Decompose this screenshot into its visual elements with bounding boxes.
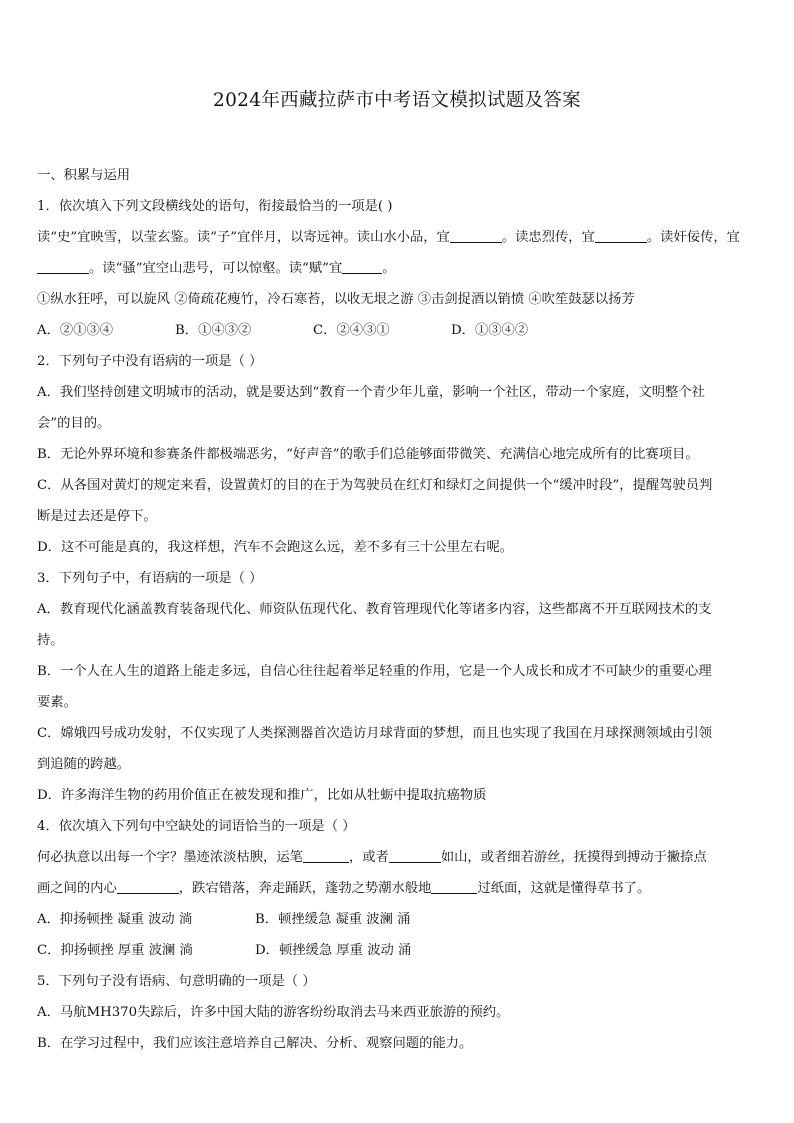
fill-blank (37, 259, 89, 274)
option-b: B．①④③② (175, 323, 252, 338)
question-1-passage-line-2 (37, 253, 775, 284)
fill-blank (595, 228, 647, 243)
fill-blank (450, 228, 502, 243)
option-a-line-1: A．教育现代化涵盖教育装备现代化、师资队伍现代化、教育管理现代化等诸多内容，这些都离不开互联网技术的支 (37, 602, 712, 617)
question-1-stem: 1．依次填入下列文段横线处的语句，衔接最恰当的一项是( ) (37, 199, 393, 214)
option-b-line-2: 要素。 (37, 695, 77, 710)
option-d: D．①③④② (451, 323, 529, 338)
option-c-line-1: C．从各国对黄灯的规定来看，设置黄灯的目的在于为驾驶员在红灯和绿灯之间提供一个“缓冲时段”，提醒驾驶员判 (37, 478, 713, 493)
question-4-options-row-2 (37, 935, 775, 966)
question-3-stem: 3．下列句子中，有语病的一项是（ ） (37, 571, 263, 586)
option-c-line-2: 到追随的跨越。 (37, 757, 131, 772)
option-a: A．马航MH370失踪后，许多中国大陆的游客纷纷取消去马来西亚旅游的预约。 (37, 1005, 510, 1020)
option-a-line-2: 持。 (37, 633, 64, 648)
option-c-line-1: C．嫦娥四号成功发射，不仅实现了人类探测器首次造访月球背面的梦想，而且也实现了我国在月球探测领域由引领 (37, 726, 713, 741)
option-a: A．抑扬顿挫 凝重 波动 淌 (37, 912, 193, 927)
passage-text: 。读“骚”宜空山悲号，可以惊壑。读“赋”宜 (89, 261, 343, 276)
passage-text: 画之间的内心 (37, 881, 117, 896)
option-c-line-2: 断是过去还是停下。 (37, 509, 157, 524)
option-c: C．②④③① (313, 323, 390, 338)
passage-text: 读“史”宜映雪，以莹玄鉴。读“子”宜伴月，以寄远神。读山水小品，宜 (37, 230, 450, 245)
question-1-passage-line-1 (37, 222, 775, 253)
option-d: D．许多海洋生物的药用价值正在被发现和推广，比如从牡蛎中提取抗癌物质 (37, 788, 487, 803)
question-4-options-row-1 (37, 904, 775, 935)
question-4-passage-line-2 (37, 873, 775, 904)
question-1-options (37, 315, 775, 346)
fill-blank (117, 879, 179, 894)
passage-text: 如山，或者细若游丝，抚摸得到搏动于撇捺点 (440, 850, 707, 865)
passage-text: 。读忠烈传，宜 (501, 230, 595, 245)
option-c: C．抑扬顿挫 厚重 波澜 淌 (37, 943, 193, 958)
fill-blank (389, 848, 441, 863)
fill-blank (342, 259, 382, 274)
page-title: 2024年西藏拉萨市中考语文模拟试题及答案 (213, 90, 581, 111)
option-b: B．在学习过程中，我们应该注意培养自己解决、分析、观察问题的能力。 (37, 1036, 473, 1051)
question-2-stem: 2．下列句子中没有语病的一项是（ ） (37, 354, 263, 369)
option-b: B．顿挫缓急 凝重 波澜 涌 (255, 912, 411, 927)
fill-blank (303, 848, 349, 863)
passage-text: ，跌宕错落，奔走踊跃，蓬勃之势潮水般地 (178, 881, 432, 896)
option-d: D．这不可能是真的，我这样想，汽车不会跑这么远，差不多有三十公里左右呢。 (37, 540, 514, 555)
fill-blank (431, 879, 477, 894)
option-a-line-1: A．我们坚持创建文明城市的活动，就是要达到“教育一个青少年儿童，影响一个社区，带动一个家庭，文明整个社 (37, 385, 705, 400)
question-4-stem: 4．依次填入下列句中空缺处的词语恰当的一项是（ ） (37, 819, 356, 834)
passage-text: 何必执意以出每一个字？墨迹浓淡枯腴，运笔 (37, 850, 303, 865)
option-b-line-1: B．一个人在人生的道路上能走多远，自信心往往起着举足轻重的作用，它是一个人成长和成才不可缺少的重要心理 (37, 664, 712, 679)
passage-text: ，或者 (348, 850, 389, 865)
question-1-items: ①纵水狂呼，可以旋风 ②倚疏花瘦竹，冷石寒苔，以收无垠之游 ③击剑捉酒以销愤 ④吹笙鼓瑟以扬芳 (37, 292, 635, 307)
question-5-stem: 5．下列句子没有语病、句意明确的一项是（ ） (37, 974, 316, 989)
document-body (37, 160, 775, 1059)
passage-text: 。读奸佞传，宜 (646, 230, 740, 245)
option-a-line-2: 会”的目的。 (37, 416, 111, 431)
passage-text: 过纸面，这就是懂得草书了。 (477, 881, 651, 896)
passage-text: 。 (382, 261, 396, 276)
option-d: D．顿挫缓急 厚重 波动 涌 (255, 943, 412, 958)
option-a: A．②①③④ (37, 323, 114, 338)
question-4-passage-line-1 (37, 842, 775, 873)
section-heading: 一、积累与运用 (37, 168, 131, 183)
option-b: B．无论外界环境和参赛条件都极端恶劣，“好声音”的歌手们总能够面带微笑、充满信心地完成所有的比赛项目。 (37, 447, 699, 462)
